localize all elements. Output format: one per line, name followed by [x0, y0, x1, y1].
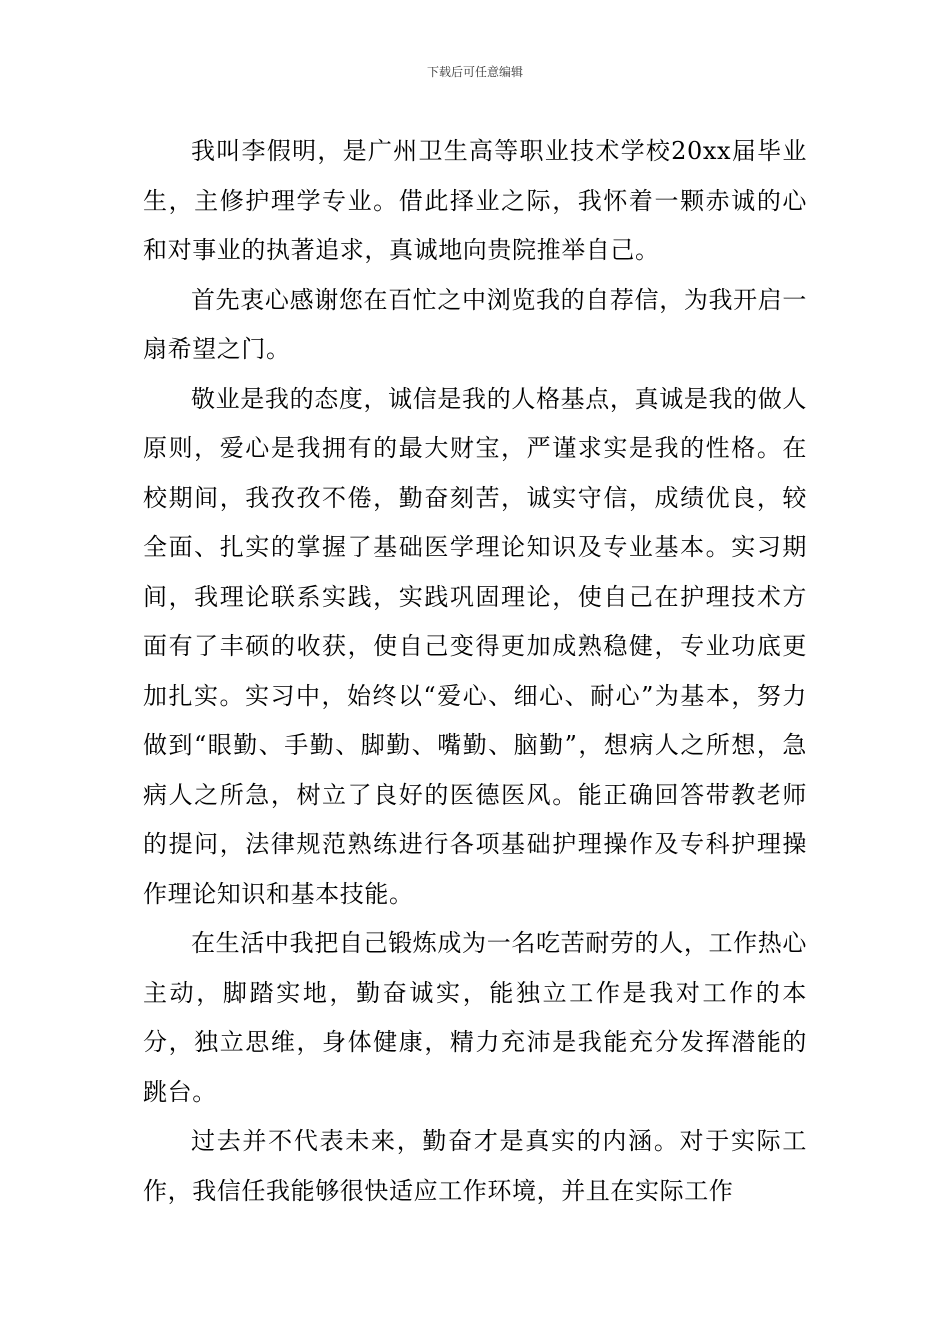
page-header: 下载后可任意编辑	[426, 65, 523, 79]
paragraph-future: 过去并不代表未来，勤奋才是真实的内涵。对于实际工作，我信任我能够很快适应工作环境，并且在实际工作	[143, 1127, 807, 1205]
paragraph-character-and-study: 敬业是我的态度，诚信是我的人格基点，真诚是我的做人原则，爱心是我拥有的最大财宝，严谨求实是我的性格。在校期间，我孜孜不倦，勤奋刻苦，诚实守信，成绩优良，较全面、扎实的掌握了基础医学理论知识及专业基本。实习期间，我理论联系实践，实践巩固理论，使自己在护理技术方面有了丰硕的收获，使自己变得更加成熟稳健，专业功底更加扎实。实习中，始终以“爱心、细心、耐心”为基本，努力做到“眼勤、手勤、脚勤、嘴勤、脑勤”，想病人之所想，急病人之所急，树立了良好的医德医风。能正确回答带教老师的提问，法律规范熟练进行各项基础护理操作及专科护理操作理论知识和基本技能。	[143, 384, 807, 908]
paragraph-life: 在生活中我把自己锻炼成为一名吃苦耐劳的人，工作热心主动，脚踏实地，勤奋诚实，能独立工作是我对工作的本分，独立思维，身体健康，精力充沛是我能充分发挥潜能的跳台。	[143, 929, 807, 1106]
paragraph-introduction: 我叫李假明，是广州卫生高等职业技术学校20xx届毕业生，主修护理学专业。借此择业之际，我怀着一颗赤诚的心和对事业的执著追求，真诚地向贵院推举自己。	[143, 137, 807, 264]
paragraph-thanks: 首先衷心感谢您在百忙之中浏览我的自荐信，为我开启一扇希望之门。	[143, 285, 807, 363]
document-body	[143, 127, 807, 1216]
